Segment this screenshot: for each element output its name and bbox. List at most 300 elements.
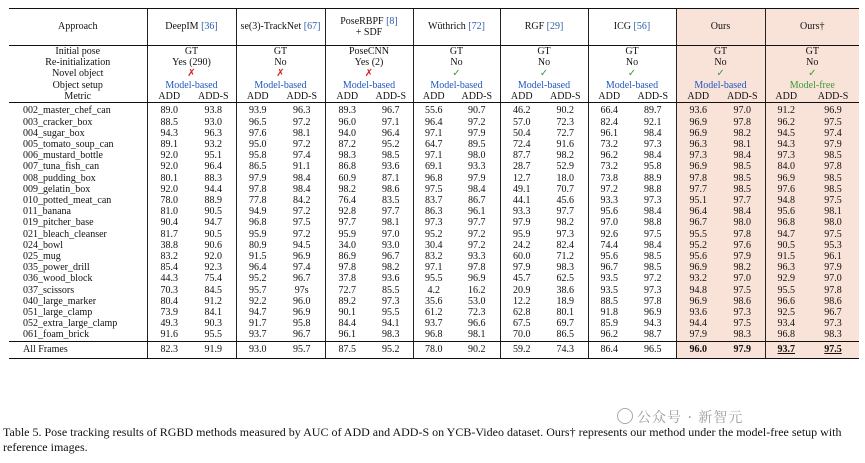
value-cell: 97.7 (468, 217, 486, 229)
value-cell: 96.1 (588, 128, 630, 139)
attribute-value: Model-based (147, 80, 236, 91)
value-cell: 12.7 (500, 173, 543, 184)
value-cell: 95.3 (807, 240, 859, 251)
value-cell: 93.0 (382, 239, 400, 251)
value-cell: 12.2 (500, 296, 543, 307)
value-cell: 96.4 (236, 262, 279, 273)
all-frames-value: 95.2 (369, 341, 413, 358)
table-row (9, 240, 859, 251)
value-cell: 86.5 (543, 329, 588, 341)
object-name: 006_mustard_bottle (23, 150, 103, 162)
value-cell: 62.8 (500, 307, 543, 318)
method-name: Ours (710, 21, 731, 33)
value-cell: 69.7 (556, 318, 574, 330)
value-cell: 98.1 (293, 127, 311, 139)
value-cell: 98.1 (454, 329, 500, 341)
table-row (9, 117, 859, 128)
value-cell: 97.2 (293, 228, 311, 240)
metric-add: ADD (588, 91, 630, 103)
attribute-value: GT (765, 46, 859, 58)
value-cell: 95.6 (588, 206, 630, 217)
value-cell: 70.0 (500, 329, 543, 341)
header-row (9, 9, 859, 46)
value-cell: 50.4 (500, 128, 543, 139)
value-cell: 95.7 (236, 285, 279, 296)
value-cell: 98.4 (293, 183, 311, 195)
value-cell: 96.8 (765, 217, 807, 228)
value-cell: 96.7 (382, 250, 400, 262)
value-cell: 45.7 (500, 273, 543, 284)
value-cell: 70.7 (556, 183, 574, 195)
method-name: Wüthrich (428, 21, 466, 33)
value-cell: 94.0 (325, 128, 369, 139)
value-cell: 81.0 (147, 206, 191, 217)
value-cell: 97.4 (807, 128, 859, 139)
all-frames-value: 97.9 (720, 341, 765, 358)
method-suffix: + SDF (355, 27, 383, 38)
value-cell: 90.6 (204, 239, 222, 251)
value-cell: 90.5 (204, 206, 222, 218)
value-cell: 92.0 (147, 161, 191, 172)
value-cell: 75.4 (204, 273, 222, 285)
all-frames-row (9, 341, 859, 358)
method-name: se(3)-TrackNet (240, 21, 302, 33)
attribute-value: GT (236, 46, 325, 58)
value-cell: 82.4 (588, 117, 630, 128)
value-cell: 97.3 (720, 307, 765, 318)
value-cell: 98.5 (807, 150, 859, 161)
value-cell: 98.2 (720, 262, 765, 273)
value-cell: 97.0 (720, 103, 765, 117)
value-cell: 97.2 (293, 116, 311, 128)
value-cell: 46.2 (500, 103, 543, 117)
attribute-label: Novel object (52, 68, 104, 80)
value-cell: 98.2 (556, 217, 574, 229)
metric-add: ADD (413, 91, 454, 103)
value-cell: 94.5 (765, 128, 807, 139)
value-cell: 97.3 (556, 228, 574, 240)
metric-adds: ADD-S (543, 91, 588, 103)
value-cell: 96.9 (644, 306, 662, 318)
method-citation[interactable]: [29] (546, 21, 564, 33)
value-cell: 98.3 (720, 329, 765, 341)
value-cell: 97.8 (644, 295, 662, 307)
value-cell: 91.2 (204, 295, 222, 307)
value-cell: 83.5 (382, 194, 400, 206)
value-cell: 98.6 (382, 183, 400, 195)
value-cell: 98.0 (720, 217, 765, 228)
attribute-value: Model-free (765, 80, 859, 91)
table-row (9, 318, 859, 329)
watermark-text: 公众号 · 新智元 (637, 410, 744, 426)
value-cell: 84.4 (325, 318, 369, 329)
table-row (9, 273, 859, 284)
attribute-value: Yes (290) (147, 57, 236, 68)
value-cell: 92.6 (588, 229, 630, 240)
value-cell: 16.2 (468, 284, 486, 296)
value-cell: 97.5 (293, 217, 311, 229)
value-cell: 97.6 (765, 184, 807, 195)
attribute-value: Model-based (236, 80, 325, 91)
method-citation[interactable]: [67] (303, 21, 321, 33)
value-cell: 92.0 (147, 184, 191, 195)
value-cell: 95.2 (236, 273, 279, 284)
value-cell: 95.5 (765, 285, 807, 296)
value-cell: 98.2 (556, 150, 574, 162)
attribute-value: No (765, 57, 859, 68)
value-cell: 97.8 (807, 285, 859, 296)
value-cell: 87.2 (325, 139, 369, 150)
value-cell: 94.7 (204, 217, 222, 229)
object-name: 040_large_marker (23, 295, 97, 307)
value-cell: 97.1 (382, 116, 400, 128)
cross-icon: ✗ (147, 68, 236, 79)
value-cell: 91.5 (236, 251, 279, 262)
object-name: 021_bleach_cleanser (23, 228, 107, 240)
value-cell: 98.5 (382, 150, 400, 162)
value-cell: 95.1 (676, 195, 720, 206)
value-cell: 97.5 (807, 117, 859, 128)
attribute-value: GT (147, 46, 236, 58)
metric-add: ADD (676, 91, 720, 103)
value-cell: 72.7 (556, 127, 574, 139)
value-cell: 60.9 (325, 173, 369, 184)
object-name: 005_tomato_soup_can (23, 138, 114, 150)
value-cell: 89.2 (325, 296, 369, 307)
value-cell: 96.3 (676, 139, 720, 150)
all-frames-value: 86.4 (588, 341, 630, 358)
object-name: 036_wood_block (23, 273, 93, 285)
metric-add: ADD (500, 91, 543, 103)
value-cell: 72.3 (556, 116, 574, 128)
value-cell: 85.4 (147, 262, 191, 273)
object-name: 011_banana (23, 206, 71, 218)
attribute-value: Model-based (413, 80, 500, 91)
value-cell: 73.2 (588, 161, 630, 172)
value-cell: 92.0 (147, 150, 191, 161)
all-frames-value: 93.0 (236, 341, 279, 358)
value-cell: 94.7 (765, 229, 807, 240)
table-row (9, 103, 859, 117)
value-cell: 92.9 (765, 273, 807, 284)
check-icon: ✓ (413, 68, 500, 79)
value-cell: 37.8 (325, 273, 369, 284)
value-cell: 97.7 (720, 195, 765, 206)
value-cell: 80.1 (556, 306, 574, 318)
value-cell: 97.0 (382, 228, 400, 240)
table-row (9, 161, 859, 172)
value-cell: 98.1 (807, 206, 859, 217)
value-cell: 96.6 (468, 318, 486, 330)
value-cell: 93.4 (765, 318, 807, 329)
value-cell: 98.3 (325, 150, 369, 161)
value-cell: 87.1 (382, 172, 400, 184)
value-cell: 98.7 (630, 329, 676, 341)
table-row (9, 184, 859, 195)
value-cell: 61.2 (413, 307, 454, 318)
object-name: 037_scissors (23, 284, 75, 296)
value-cell: 97.7 (382, 206, 400, 218)
value-cell: 97.5 (413, 184, 454, 195)
method-citation[interactable]: [72] (468, 21, 485, 33)
value-cell: 84.2 (293, 194, 311, 206)
all-frames-value: 74.3 (543, 341, 588, 358)
value-cell: 96.9 (676, 262, 720, 273)
value-cell: 97.2 (468, 228, 486, 240)
value-cell: 96.9 (468, 273, 486, 285)
value-cell: 71.2 (556, 250, 574, 262)
value-cell: 97.3 (644, 284, 662, 296)
value-cell: 93.5 (588, 273, 630, 284)
value-cell: 92.3 (204, 262, 222, 274)
value-cell: 97.1 (413, 128, 454, 139)
value-cell: 91.1 (293, 161, 311, 173)
value-cell: 98.4 (293, 172, 311, 184)
method-name: DeepIM (165, 21, 199, 33)
method-header (325, 9, 413, 46)
attribute-value: GT (500, 46, 588, 58)
all-frames-value: 95.7 (279, 341, 325, 358)
metric-adds: ADD-S (807, 91, 859, 103)
value-cell: 83.7 (413, 195, 454, 206)
value-cell: 93.2 (204, 138, 222, 150)
value-cell: 97.8 (676, 173, 720, 184)
all-frames-value: 96.5 (630, 341, 676, 358)
value-cell: 94.4 (676, 318, 720, 329)
value-cell: 96.3 (293, 105, 311, 117)
value-cell: 97.3 (413, 217, 454, 228)
value-cell: 83.2 (413, 251, 454, 262)
value-cell: 28.7 (500, 161, 543, 172)
value-cell: 97.9 (236, 173, 279, 184)
value-cell: 83.2 (147, 251, 191, 262)
value-cell: 73.8 (588, 173, 630, 184)
value-cell: 97.7 (325, 217, 369, 228)
value-cell: 95.5 (676, 229, 720, 240)
cross-icon: ✗ (325, 68, 413, 79)
check-icon: ✓ (500, 68, 588, 79)
value-cell: 95.6 (588, 251, 630, 262)
value-cell: 98.4 (720, 206, 765, 217)
object-name: 025_mug (23, 250, 61, 262)
metric-adds: ADD-S (630, 91, 676, 103)
value-cell: 97.1 (413, 262, 454, 273)
value-cell: 97.5 (807, 195, 859, 206)
value-cell: 93.3 (468, 161, 486, 173)
value-cell: 97.9 (720, 251, 765, 262)
method-name: Ours† (800, 21, 825, 33)
value-cell: 92.8 (325, 206, 369, 217)
value-cell: 97.5 (807, 229, 859, 240)
value-cell: 97.7 (676, 184, 720, 195)
attribute-value: Model-based (588, 80, 676, 91)
value-cell: 85.5 (382, 284, 400, 296)
value-cell: 93.7 (413, 318, 454, 329)
method-citation[interactable]: [8] (386, 15, 398, 27)
value-cell: 94.1 (382, 318, 400, 330)
value-cell: 89.1 (147, 139, 191, 150)
value-cell: 97.9 (468, 172, 486, 184)
check-icon: ✓ (588, 68, 676, 79)
value-cell: 96.0 (293, 295, 311, 307)
value-cell: 72.7 (325, 285, 369, 296)
value-cell: 97.2 (588, 184, 630, 195)
value-cell: 96.9 (676, 128, 720, 139)
value-cell: 95.2 (382, 138, 400, 150)
value-cell: 93.6 (382, 161, 400, 173)
value-cell: 97.7 (556, 206, 574, 218)
value-cell: 98.5 (720, 184, 765, 195)
value-cell: 44.1 (500, 195, 543, 206)
value-cell: 80.1 (147, 173, 191, 184)
value-cell: 91.6 (147, 329, 191, 341)
value-cell: 91.5 (765, 251, 807, 262)
value-cell: 84.5 (204, 284, 222, 296)
value-cell: 98.3 (369, 329, 413, 341)
attribute-row (9, 68, 859, 79)
value-cell: 94.9 (236, 206, 279, 217)
value-cell: 96.8 (236, 217, 279, 228)
value-cell: 93.5 (588, 285, 630, 296)
attribute-value: GT (588, 46, 676, 58)
value-cell: 96.3 (204, 127, 222, 139)
value-cell: 88.5 (588, 296, 630, 307)
value-cell: 89.0 (147, 103, 191, 117)
value-cell: 96.9 (293, 306, 311, 318)
value-cell: 98.1 (720, 139, 765, 150)
value-cell: 81.7 (147, 229, 191, 240)
metric-add: ADD (765, 91, 807, 103)
attribute-value: Model-based (325, 80, 413, 91)
method-citation[interactable]: [56] (633, 21, 651, 33)
object-name: 010_potted_meat_can (23, 194, 112, 206)
attribute-value: No (588, 57, 676, 68)
value-cell: 38.8 (147, 240, 191, 251)
value-cell: 95.5 (191, 329, 236, 341)
value-cell: 30.4 (413, 240, 454, 251)
value-cell: 57.0 (500, 117, 543, 128)
value-cell: 90.7 (468, 105, 486, 117)
table-row (9, 329, 859, 341)
table-caption: Table 5. Pose tracking results of RGBD methods measured by AUC of ADD and ADD-S on YCB-Video dataset. Ours† represents our method under the model-free setup with reference images. (3, 425, 842, 454)
value-cell: 18.9 (556, 295, 574, 307)
value-cell: 94.8 (765, 195, 807, 206)
value-cell: 98.3 (807, 329, 859, 341)
all-frames-value: 97.5 (807, 341, 859, 358)
value-cell: 82.4 (556, 239, 574, 251)
table-row (9, 139, 859, 150)
method-header (147, 9, 236, 46)
value-cell: 97.2 (644, 273, 662, 285)
value-cell: 96.8 (765, 329, 807, 341)
metric-adds: ADD-S (191, 91, 236, 103)
object-name: 019_pitcher_base (23, 217, 94, 229)
value-cell: 20.9 (500, 285, 543, 296)
check-icon: ✓ (676, 68, 765, 79)
value-cell: 49.3 (147, 318, 191, 329)
method-name: ICG (613, 21, 632, 33)
results-table (9, 8, 859, 359)
value-cell: 98.6 (807, 296, 859, 307)
value-cell: 73.2 (588, 139, 630, 150)
value-cell: 91.6 (556, 138, 574, 150)
table-row (9, 150, 859, 161)
value-cell: 80.9 (236, 240, 279, 251)
value-cell: 96.9 (293, 250, 311, 262)
value-cell: 98.1 (382, 217, 400, 229)
value-cell: 96.7 (807, 307, 859, 318)
attribute-value: PoseCNN (325, 46, 413, 58)
value-cell: 93.6 (676, 103, 720, 117)
value-cell: 93.2 (676, 273, 720, 284)
all-frames-value: 78.0 (413, 341, 454, 358)
value-cell: 97s (294, 284, 309, 296)
value-cell: 98.2 (382, 262, 400, 274)
method-header (236, 9, 325, 46)
attribute-label: Object setup (52, 79, 103, 91)
approach-header: Approach (9, 9, 147, 46)
attribute-value: Yes (2) (325, 57, 413, 68)
value-cell: 89.5 (468, 138, 486, 150)
value-cell: 95.1 (204, 150, 222, 162)
value-cell: 95.6 (676, 251, 720, 262)
value-cell: 94.3 (765, 139, 807, 150)
value-cell: 97.8 (236, 184, 279, 195)
object-name: 002_master_chef_can (23, 105, 111, 117)
value-cell: 97.8 (325, 262, 369, 273)
table-row (9, 206, 859, 217)
value-cell: 97.3 (765, 150, 807, 161)
value-cell: 98.6 (720, 296, 765, 307)
all-frames-value: 91.9 (191, 341, 236, 358)
value-cell: 98.2 (325, 184, 369, 195)
metric-row (9, 91, 859, 103)
value-cell: 94.3 (644, 318, 662, 330)
value-cell: 97.4 (293, 150, 311, 162)
value-cell: 94.4 (204, 183, 222, 195)
value-cell: 78.0 (147, 195, 191, 206)
value-cell: 97.0 (807, 273, 859, 284)
value-cell: 97.2 (468, 116, 486, 128)
value-cell: 95.5 (382, 306, 400, 318)
value-cell: 86.7 (468, 194, 486, 206)
value-cell: 86.9 (325, 251, 369, 262)
value-cell: 97.3 (644, 194, 662, 206)
attribute-label: Initial pose (55, 46, 101, 57)
value-cell: 88.9 (204, 194, 222, 206)
value-cell: 38.6 (556, 284, 574, 296)
value-cell: 97.3 (382, 295, 400, 307)
value-cell: 93.3 (588, 195, 630, 206)
value-cell: 97.0 (588, 217, 630, 228)
value-cell: 98.5 (720, 161, 765, 172)
value-cell: 93.7 (236, 329, 279, 341)
table-row (9, 195, 859, 206)
value-cell: 97.8 (468, 262, 486, 274)
value-cell: 95.9 (325, 229, 369, 240)
value-cell: 97.9 (500, 217, 543, 228)
value-cell: 94.5 (293, 239, 311, 251)
value-cell: 95.0 (236, 139, 279, 150)
value-cell: 97.6 (720, 240, 765, 251)
value-cell: 97.9 (807, 139, 859, 150)
value-cell: 98.2 (720, 128, 765, 139)
value-cell: 96.9 (676, 296, 720, 307)
value-cell: 94.7 (236, 307, 279, 318)
method-citation[interactable]: [36] (201, 21, 218, 33)
attribute-value: GT (676, 46, 765, 58)
value-cell: 92.2 (236, 296, 279, 307)
